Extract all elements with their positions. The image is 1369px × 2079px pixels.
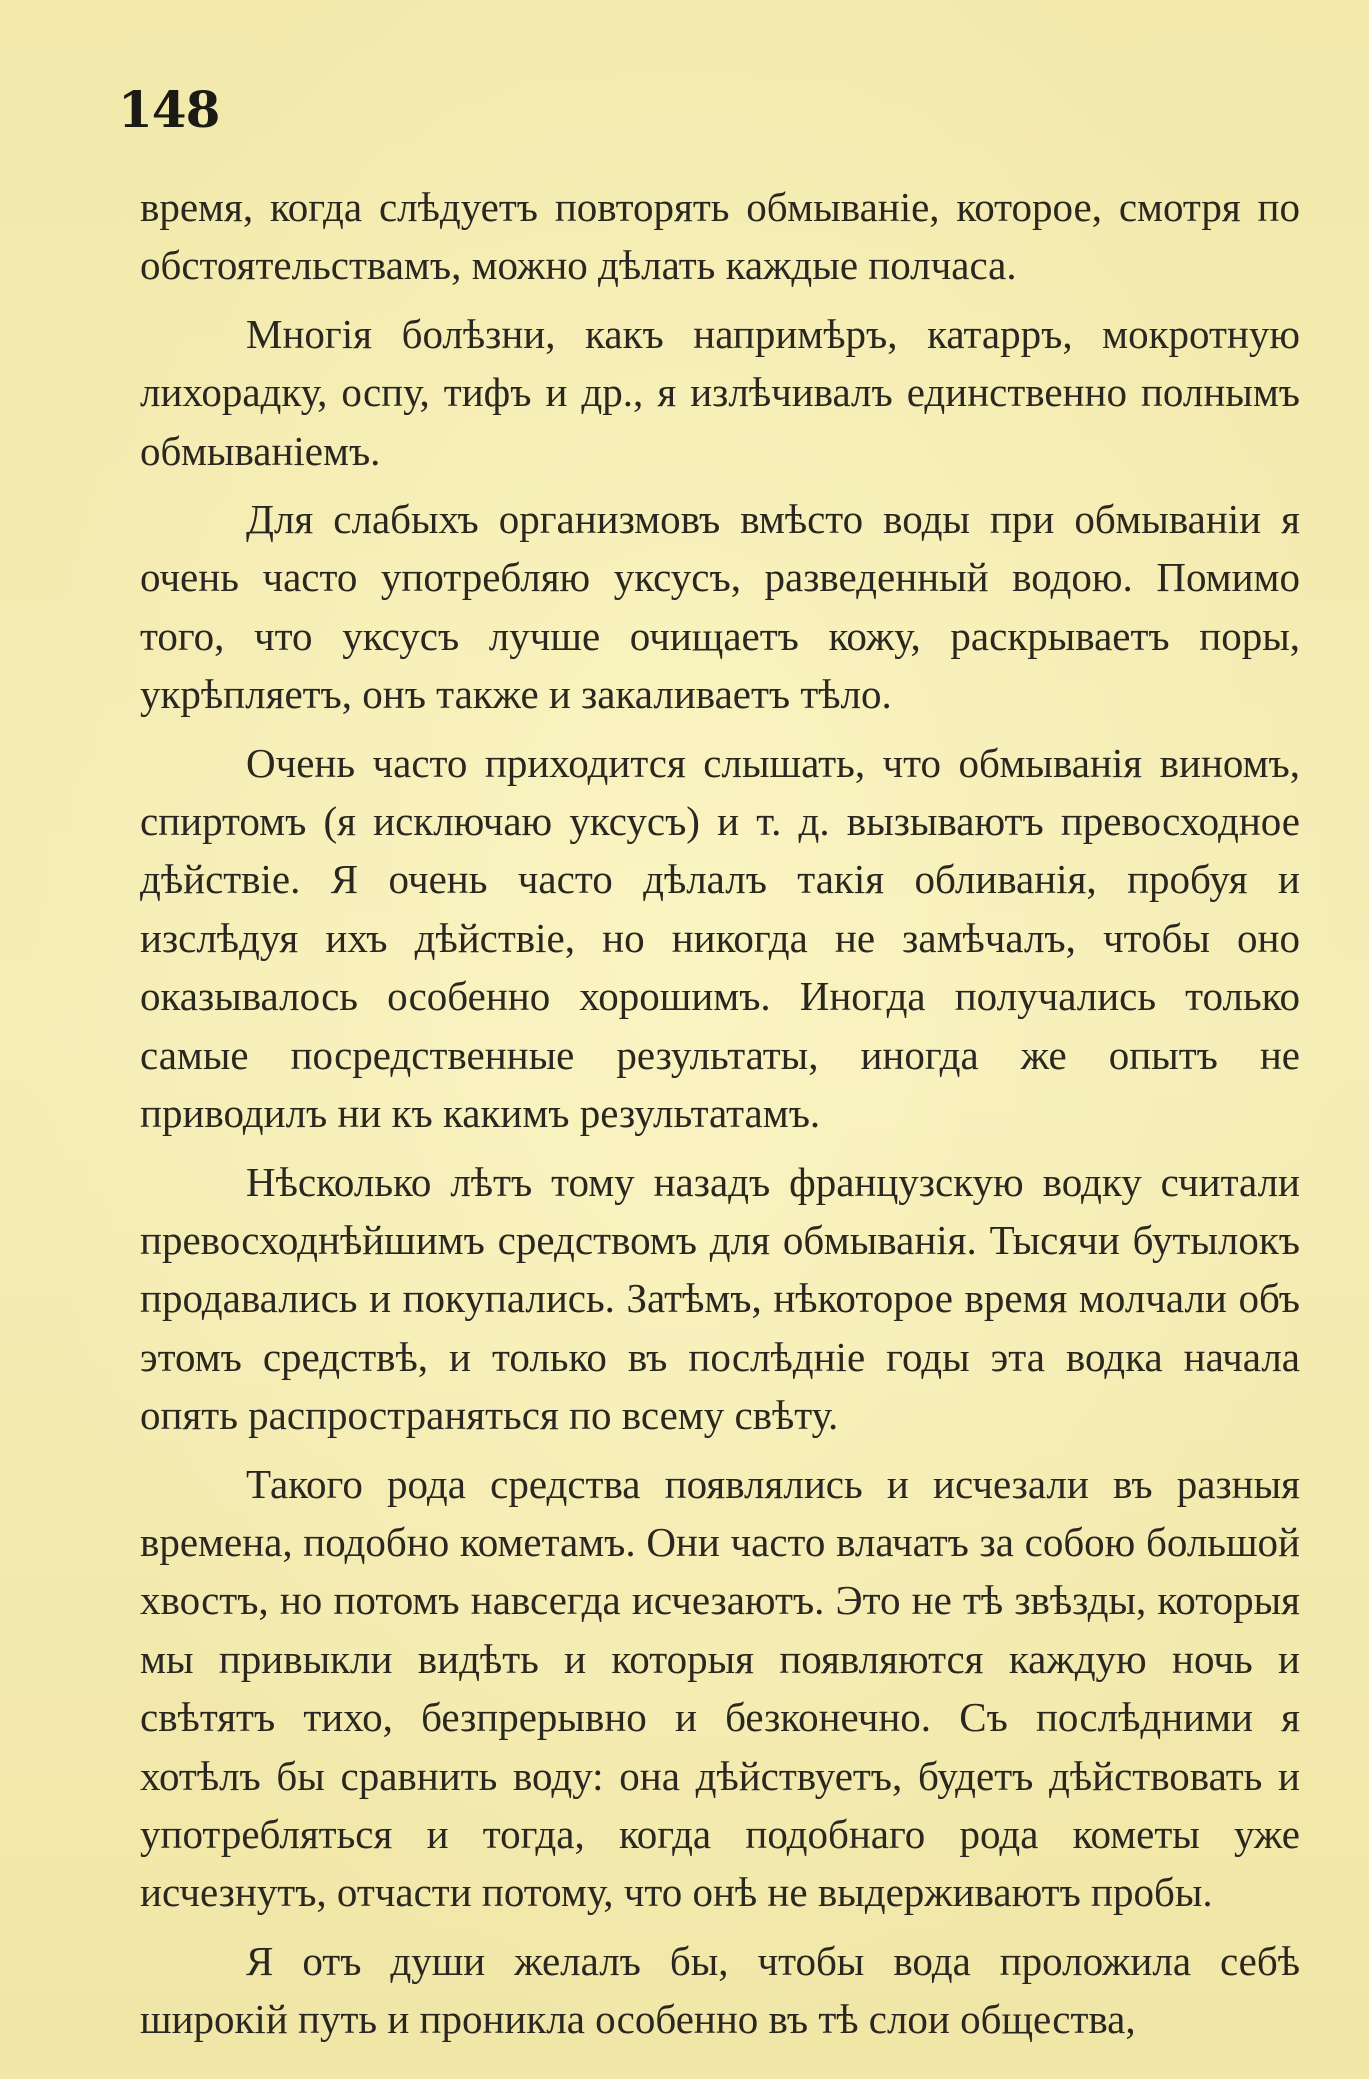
paragraph-6: Такого рода средства появлялись и исчезали въ разныя времена, подобно кометамъ. Они часто влачатъ за собою большой хвостъ, но потомъ навсегда исчезаютъ. Это не тѣ звѣзды, которыя мы привыкли видѣть и которыя появляются каждую ночь и свѣтятъ тихо, безпрерывно и безконечно. Съ послѣдними я хотѣлъ бы сравнить воду: она дѣйствуетъ, будетъ дѣйствовать и употребляться и тогда, когда подобнаго рода кометы уже исчезнутъ, отчасти потому, что онѣ не выдерживаютъ пробы. [140, 1460, 1300, 1916]
paragraph-5: Нѣсколько лѣтъ тому назадъ французскую водку считали превосходнѣйшимъ средствомъ для обмыванія. Тысячи бутылокъ продавались и покупались. Затѣмъ, нѣкоторое время молчали объ этомъ средствѣ, и только въ послѣдніе годы эта водка начала опять распространяться по всему свѣту. [140, 1158, 1300, 1439]
paragraph-7: Я отъ души желалъ бы, чтобы вода проложила себѣ широкій путь и проникла особенно въ тѣ слои общества, [140, 1937, 1300, 2043]
body-text [140, 178, 1300, 2049]
paragraph-1: время, когда слѣдуетъ повторять обмываніе, которое, смотря по обстоятельствамъ, можно дѣлать каждые полчаса. [140, 184, 1300, 289]
paragraph-3: Для слабыхъ организмовъ вмѣсто воды при обмываніи я очень часто употребляю уксусъ, разведенный водою. Помимо того, что уксусъ лучше очищаетъ кожу, раскрываетъ поры, укрѣпляетъ, онъ также и закаливаетъ тѣло. [140, 496, 1300, 718]
page-number: 148 [118, 80, 220, 139]
paragraph-2: Многія болѣзни, какъ напримѣръ, катарръ, мокротную лихорадку, оспу, тифъ и др., я излѣчивалъ единственно полнымъ обмываніемъ. [140, 310, 1300, 474]
paragraph-4: Очень часто приходится слышать, что обмыванія виномъ, спиртомъ (я исключаю уксусъ) и т. д. вызываютъ превосходное дѣйствіе. Я очень часто дѣлалъ такія обливанія, пробуя и изслѣдуя ихъ дѣйствіе, но никогда не замѣчалъ, чтобы оно оказывалось особенно хорошимъ. Иногда получались только самые посредственные результаты, иногда же опытъ не приводилъ ни къ какимъ результатамъ. [140, 739, 1300, 1137]
